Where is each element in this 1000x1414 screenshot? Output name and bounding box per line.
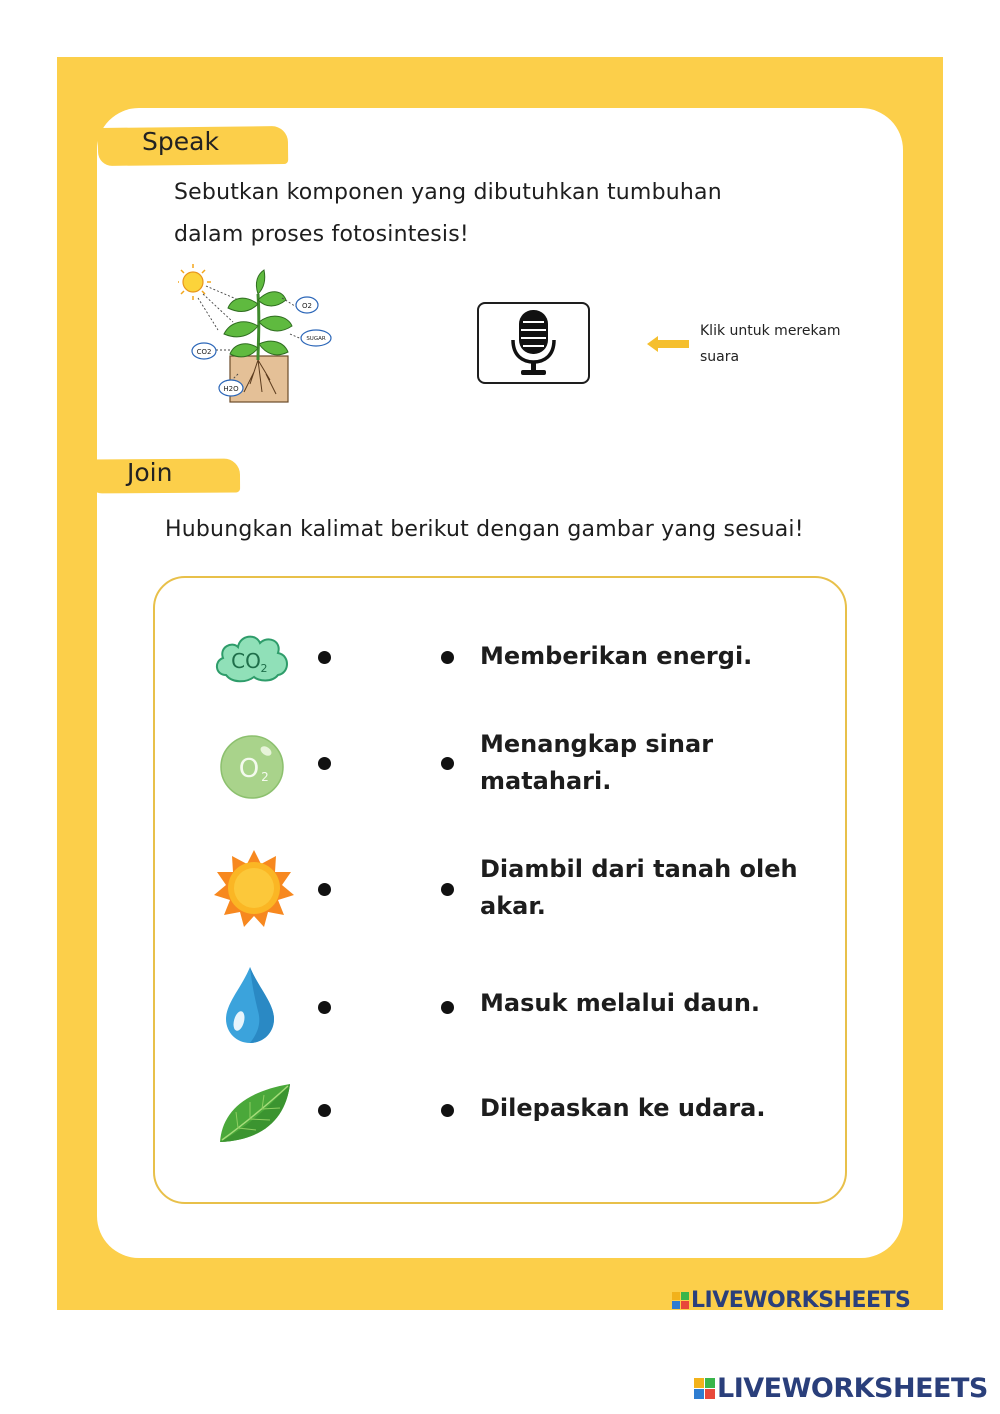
join-section-label: Join [127, 458, 173, 487]
leaf-icon [216, 1082, 294, 1146]
diagram-o2-label: O2 [302, 302, 312, 310]
watermark-text: LIVEWORKSHEETS [691, 1288, 911, 1313]
svg-text:2: 2 [260, 662, 268, 675]
water-drop-icon [222, 965, 278, 1045]
right-dot-3[interactable] [441, 883, 454, 896]
statement-1: Memberikan energi. [480, 642, 753, 670]
watermark-text: LIVEWORKSHEETS [717, 1373, 988, 1404]
statement-2: Menangkap sinar matahari. [480, 730, 714, 795]
co2-cloud-icon [212, 625, 292, 689]
microphone-icon [479, 304, 588, 382]
liveworksheets-logo-icon [694, 1378, 715, 1399]
right-dot-2[interactable] [441, 757, 454, 770]
svg-text:2: 2 [261, 770, 269, 784]
left-dot-o2[interactable] [318, 757, 331, 770]
speak-section-label: Speak [142, 127, 219, 156]
liveworksheets-logo-icon [672, 1292, 689, 1309]
left-dot-co2[interactable] [318, 651, 331, 664]
sun-icon [214, 848, 294, 928]
diagram-h2o-label: H2O [223, 385, 239, 393]
photosynthesis-plant-diagram [178, 264, 338, 409]
diagram-sun-icon [178, 264, 211, 300]
statement-5: Dilepaskan ke udara. [480, 1094, 766, 1122]
left-dot-leaf[interactable] [318, 1104, 331, 1117]
diagram-co2-label: CO2 [196, 348, 212, 356]
svg-text:O: O [238, 754, 260, 784]
statement-4: Masuk melalui daun. [480, 989, 761, 1017]
svg-text:CO: CO [231, 649, 261, 673]
left-dot-water[interactable] [318, 1001, 331, 1014]
liveworksheets-watermark [672, 1288, 910, 1313]
statement-3: Diambil dari tanah oleh akar. [480, 855, 798, 920]
right-dot-4[interactable] [441, 1001, 454, 1014]
join-instruction: Hubungkan kalimat berikut dengan gambar yang sesuai! [165, 517, 804, 542]
record-hint-text: Klik untuk merekam suara [700, 323, 841, 365]
right-dot-1[interactable] [441, 651, 454, 664]
diagram-sugar-label: SUGAR [306, 336, 326, 342]
left-dot-sun[interactable] [318, 883, 331, 896]
left-arrow-icon [647, 336, 689, 352]
right-dot-5[interactable] [441, 1104, 454, 1117]
speak-instruction: Sebutkan komponen yang dibutuhkan tumbuhan dalam proses fotosintesis! [174, 180, 722, 247]
liveworksheets-watermark-footer [694, 1373, 988, 1404]
record-voice-button[interactable] [477, 302, 590, 384]
o2-bubble-icon [218, 733, 286, 801]
